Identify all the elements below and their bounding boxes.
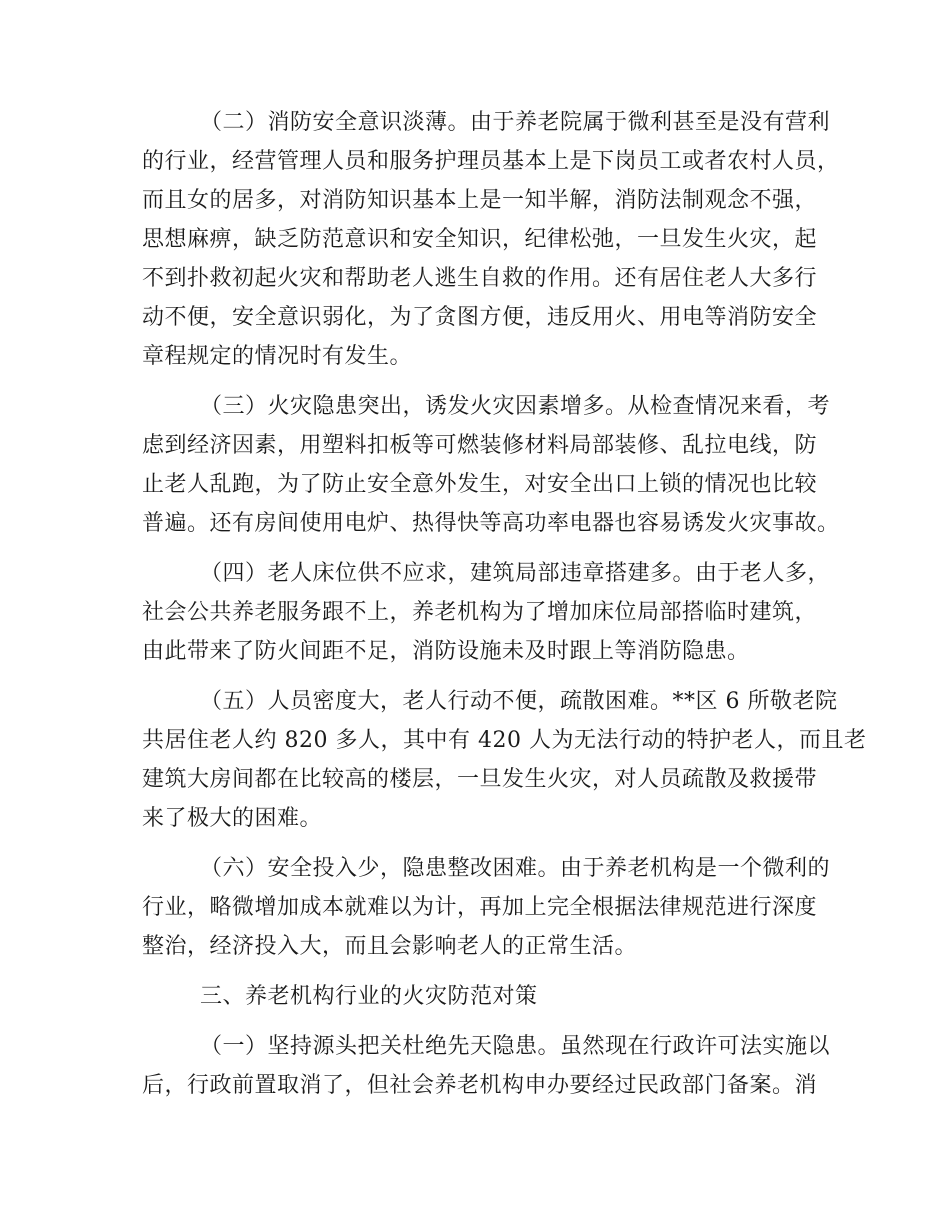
text-line: 来了极大的困难。 bbox=[142, 806, 323, 831]
text-line: 动不便，安全意识弱化，为了贪图方便，违反用火、用电等消防安全 bbox=[142, 305, 818, 330]
text-line: 而且女的居多，对消防知识基本上是一知半解，消防法制观念不强， bbox=[142, 188, 818, 213]
paragraph-fire-awareness bbox=[142, 103, 840, 376]
text-line: （一）坚持源头把关杜绝先天隐患。虽然现在行政许可法实施以 bbox=[200, 1034, 831, 1059]
paragraph-fire-hazards bbox=[142, 387, 840, 543]
section-heading-countermeasures bbox=[142, 977, 810, 1016]
paragraph-source-control bbox=[142, 1027, 831, 1105]
text-line: 虑到经济因素，用塑料扣板等可燃装修材料局部装修、乱拉电线，防 bbox=[142, 433, 818, 458]
text-line: 由此带来了防火间距不足，消防设施未及时跟上等消防隐患。 bbox=[142, 639, 750, 664]
text-line: 后，行政前置取消了，但社会养老机构申办要经过民政部门备案。消 bbox=[142, 1073, 818, 1098]
text-line: 不到扑救初起火灾和帮助老人逃生自救的作用。还有居住老人大多行 bbox=[142, 266, 818, 291]
text-line: 共居住老人约 820 多人，其中有 420 人为无法行动的特护老人，而且老 bbox=[142, 728, 867, 753]
text-line: （三）火灾隐患突出，诱发火灾因素增多。从检查情况来看，考 bbox=[200, 394, 831, 419]
text-line: 的行业，经营管理人员和服务护理员基本上是下岗员工或者农村人员， bbox=[142, 149, 840, 174]
paragraph-evacuation bbox=[142, 682, 867, 838]
text-line: 思想麻痹，缺乏防范意识和安全知识，纪律松弛，一旦发生火灾，起 bbox=[142, 227, 818, 252]
text-line: （六）安全投入少，隐患整改困难。由于养老机构是一个微利的 bbox=[200, 856, 831, 881]
text-line: （五）人员密度大，老人行动不便，疏散困难。**区 6 所敬老院 bbox=[200, 689, 838, 714]
document-body bbox=[142, 103, 867, 1105]
text-line: 整治，经济投入大，而且会影响老人的正常生活。 bbox=[142, 934, 638, 959]
text-line: 行业，略微增加成本就难以为计，再加上完全根据法律规范进行深度 bbox=[142, 895, 818, 920]
text-line: 章程规定的情况时有发生。 bbox=[142, 344, 413, 369]
paragraph-investment bbox=[142, 849, 831, 966]
text-line: 止老人乱跑，为了防止安全意外发生，对安全出口上锁的情况也比较 bbox=[142, 472, 818, 497]
text-line: 社会公共养老服务跟不上，养老机构为了增加床位局部搭临时建筑， bbox=[142, 600, 818, 625]
text-line: 普遍。还有房间使用电炉、热得快等高功率电器也容易诱发火灾事故。 bbox=[142, 511, 840, 536]
text-line: （四）老人床位供不应求，建筑局部违章搭建多。由于老人多， bbox=[200, 561, 831, 586]
section-heading: 三、养老机构行业的火灾防范对策 bbox=[200, 984, 538, 1009]
text-line: 建筑大房间都在比较高的楼层，一旦发生火灾，对人员疏散及救援带 bbox=[142, 767, 818, 792]
text-line: （二）消防安全意识淡薄。由于养老院属于微利甚至是没有营利 bbox=[200, 110, 831, 135]
paragraph-bed-shortage bbox=[142, 554, 831, 671]
